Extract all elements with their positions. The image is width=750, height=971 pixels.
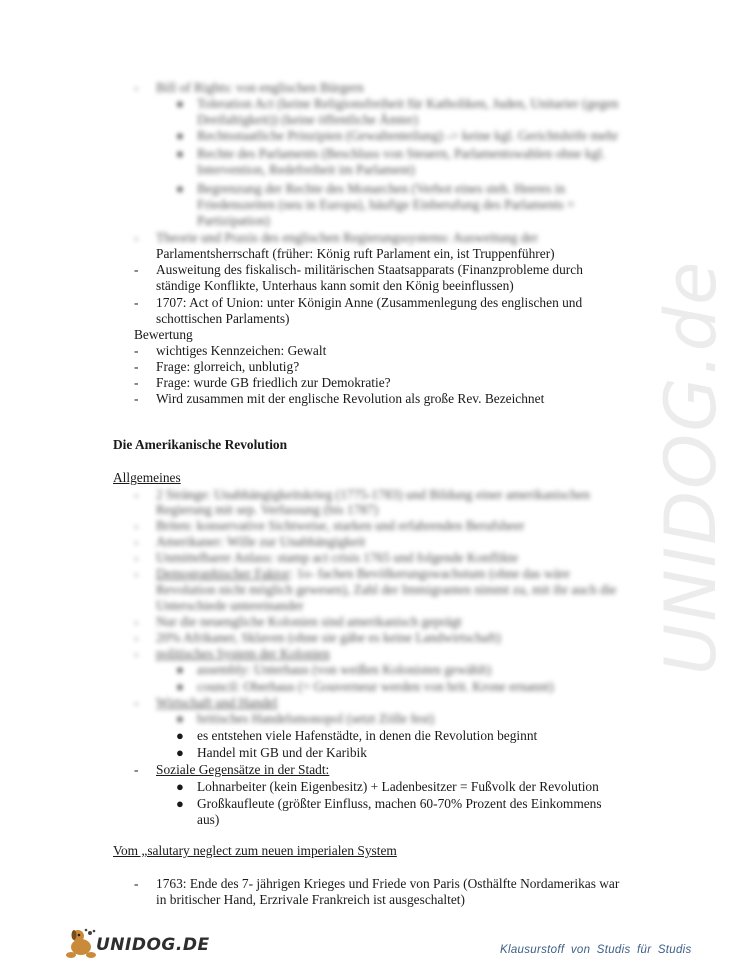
list-dash: - (134, 534, 139, 549)
blurred-text: politisches System der Kolonien (156, 646, 330, 661)
footer-tagline: Klausurstoff von Studis für Studis (500, 944, 692, 956)
bullet: ● (176, 796, 184, 811)
blurred-text: Partizipation) (197, 213, 270, 228)
blurred-text: Amerikaner: Wille zur Unabhängigkeit (156, 534, 366, 549)
list-dash: - (134, 876, 139, 891)
blurred-text (156, 566, 570, 582)
bullet: ● (176, 146, 184, 161)
bullet: ● (176, 128, 184, 143)
list-dash: - (134, 614, 139, 629)
list-dash: - (134, 487, 139, 502)
list-item: 1763: Ende des 7- jährigen Krieges und Friede von Paris (Osthälfte Nordamerikas war (156, 876, 620, 891)
list-item: Handel mit GB und der Karibik (197, 745, 367, 760)
blurred-text: 20% Afrikaner, Sklaven (ohne sie gäbe es keine Landwirtschaft) (156, 630, 501, 645)
list-dash: - (134, 262, 139, 277)
blurred-text: Wirtschaft und Handel (156, 695, 278, 710)
bullet: ● (176, 711, 184, 726)
list-item: 1707: Act of Union: unter Königin Anne (Zusammenlegung des englischen und (156, 295, 583, 310)
subheading-allgemeines: Allgemeines (113, 470, 181, 485)
blurred-text: Dreifaltigkeit)) (keine öffentliche Ämter) (197, 112, 418, 127)
bullet: ● (176, 181, 184, 196)
bullet: ● (176, 679, 184, 694)
list-item: Ausweitung des fiskalisch- militärischen Staatsapparats (Finanzprobleme durch (156, 262, 583, 277)
subheading-bewertung: Bewertung (134, 327, 193, 342)
list-dash: - (134, 375, 139, 390)
list-dash: - (134, 343, 139, 358)
list-dash: - (134, 359, 139, 374)
list-item: es entstehen viele Hafenstädte, in denen die Revolution beginnt (197, 728, 538, 743)
list-item-heading: Soziale Gegensätze in der Stadt: (156, 762, 330, 777)
blurred-text: assembly: Unterhaus (von weißen Kolonisten gewählt) (197, 662, 492, 677)
blurred-text: Nur die neuengliche Kolonien sind amerikanisch geprägt (156, 614, 462, 629)
list-item: Frage: wurde GB friedlich zur Demokratie? (156, 375, 391, 390)
list-item-continuation: aus) (197, 812, 220, 827)
list-item: Frage: glorreich, unblutig? (156, 359, 300, 374)
blurred-text: Intervention, Redefreiheit im Parlament) (197, 162, 415, 177)
list-item-continuation: Parlamentsherrschaft (früher: König ruft Parlament ein, ist Truppenführer) (156, 246, 555, 261)
blurred-text: Bill of Rights: von englischen Bürgern (156, 80, 364, 95)
list-dash: - (134, 391, 139, 406)
blurred-text: Rechte des Parlaments (Beschluss von Steuern, Parlamentswahlen ohne kgl. (197, 146, 606, 161)
logo-text: UNIDOG.DE (96, 935, 210, 955)
list-item: wichtiges Kennzeichen: Gewalt (156, 343, 327, 358)
section-heading: Die Amerikanische Revolution (113, 437, 288, 452)
list-item-continuation: schottischen Parlaments) (156, 311, 290, 326)
blurred-text: Rechtsstaatliche Prinzipien (Gewaltenteilung) -> keine kgl. Gerichtshöfe mehr (197, 128, 619, 143)
blurred-text: Begrenzung der Rechte des Monarchen (Verbot eines steh. Heeres in (197, 181, 566, 196)
list-dash: - (134, 566, 139, 581)
list-item-continuation: ständige Konflikte, Unterhaus kann somit den König beeinflussen) (156, 278, 514, 293)
blurred-text: Unmittelbarer Anlass: stamp act crisis 1765 und folgende Konflikte (156, 550, 519, 565)
blurred-text: Briten: konservative Sichtweise, starken und erfahrenden Berufsheer (156, 518, 525, 533)
blurred-text: Revolution nicht möglich gewesen), Zahl der Immigranten nimmt zu, mit ihr auch die (156, 582, 617, 597)
bullet: ● (176, 96, 184, 111)
list-item-continuation: in britischer Hand, Erzrivale Frankreich ist ausgeschaltet) (156, 892, 465, 907)
bullet: ● (176, 745, 184, 760)
blurred-text: Theorie und Praxis des englischen Regierungssystems: Ausweitung der (156, 230, 538, 245)
list-dash: - (134, 630, 139, 645)
list-dash: - (134, 646, 139, 661)
blurred-text: Toleration Act (keine Religionsfreiheit für Katholiken, Juden, Unitarier (gegen (197, 96, 619, 111)
blurred-text: Unterschiede untereinander (156, 598, 304, 613)
list-dash: - (134, 230, 139, 245)
bullet: ● (176, 728, 184, 743)
list-dash: - (134, 695, 139, 710)
bullet: ● (176, 662, 184, 677)
list-item: Großkaufleute (größter Einfluss, machen 60-70% Prozent des Einkommens (197, 796, 602, 811)
section-heading-underlined: Vom „salutary neglect zum neuen imperialen System (113, 843, 397, 858)
blurred-underlined: Demographischer Faktor (156, 566, 290, 581)
list-dash: - (134, 80, 139, 95)
list-dash: - (134, 518, 139, 533)
list-item: Wird zusammen mit der englische Revolution als große Rev. Bezeichnet (156, 391, 545, 406)
bullet: ● (176, 779, 184, 794)
blurred-text: Friedenszeiten (neu in Europa), häufige Einberufung des Parlaments = (197, 197, 575, 212)
list-dash: - (134, 762, 139, 777)
list-item: Lohnarbeiter (kein Eigenbesitz) + Ladenbesitzer = Fußvolk der Revolution (197, 779, 599, 794)
blurred-text: council: Oberhaus (= Gouverneur werden von brit. Krone ernannt) (197, 679, 554, 694)
watermark: UNIDOG.de (650, 259, 732, 675)
blurred-text: britisches Handelsmonopol (setzt Zölle fest) (197, 711, 435, 726)
blurred-text-part: : 1o- fachen Bevölkerungswachstum (ohne das wäre (289, 566, 570, 581)
blurred-text: Regierung mit sep. Verfassung (bis 1787) (156, 502, 379, 517)
list-dash: - (134, 550, 139, 565)
blurred-text: 2 Stränge: Unabhängigkeitskrieg (1775-1783) und Bildung einer amerikanischen (156, 487, 590, 502)
list-dash: - (134, 295, 139, 310)
